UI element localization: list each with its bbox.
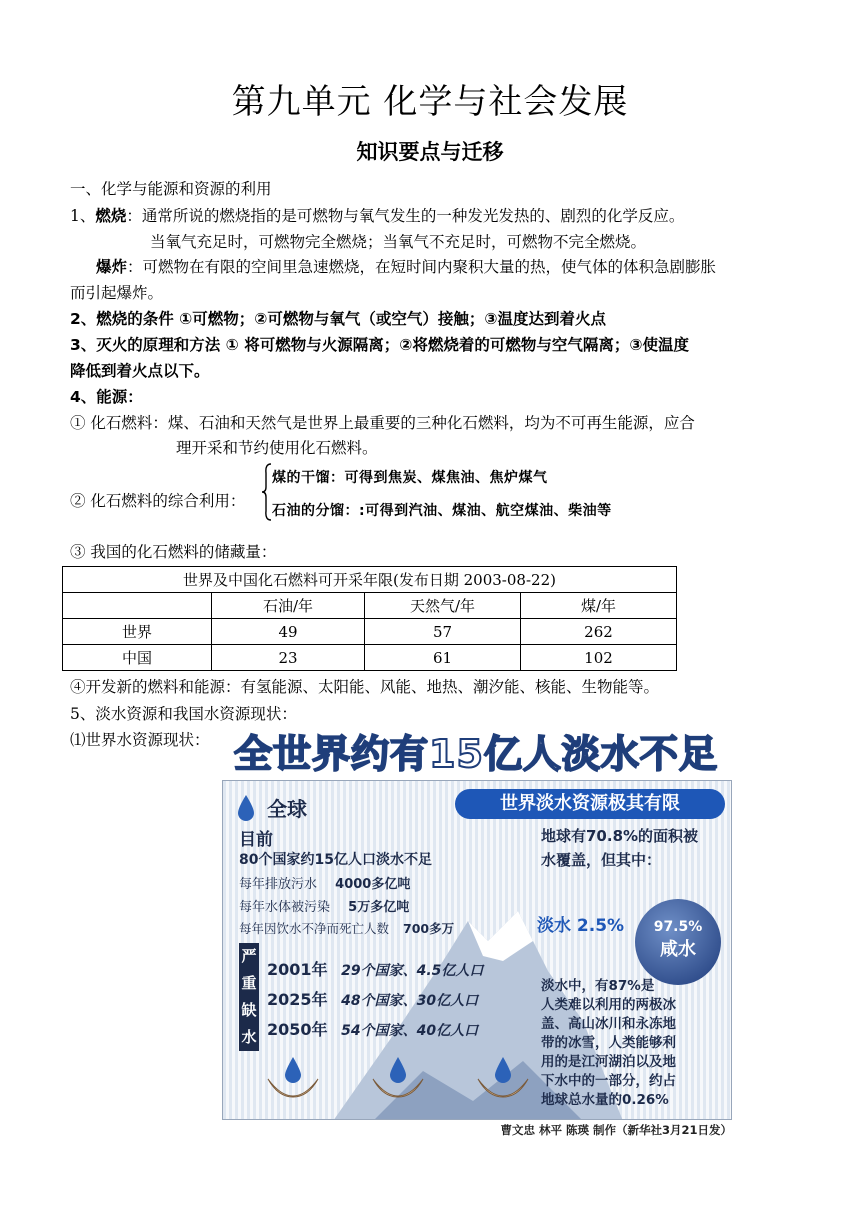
table-cell: 102 xyxy=(521,645,677,671)
table-row xyxy=(63,619,677,645)
fossil-fuel-line2: 理开采和节约使用化石燃料。 xyxy=(176,439,378,457)
year-2001: 2001年 29个国家、4.5亿人口 xyxy=(267,960,484,979)
poster-credit: 曹文忠 林平 陈瑛 制作（新华社3月21日发） xyxy=(500,1123,732,1137)
water-drop-icon xyxy=(235,793,257,823)
world-water-label: ⑴世界水资源现状： xyxy=(70,731,210,749)
item-energy: 4、能源： xyxy=(70,388,143,406)
poster-body xyxy=(222,780,732,1120)
poster-headline: 全世界约有15亿人淡水不足 xyxy=(220,730,732,778)
page-title: 第九单元 化学与社会发展 xyxy=(231,82,629,122)
item-extinguish-line2: 降低到着火点以下。 xyxy=(70,362,210,380)
saltwater-circle xyxy=(635,899,721,985)
fossil-fuel-line1: ① 化石燃料：煤、石油和天然气是世界上最重要的三种化石燃料，均为不可再生能源，应合 xyxy=(70,414,695,432)
section-heading: 一、化学与能源和资源的利用 xyxy=(70,180,272,198)
table-header-row xyxy=(63,593,677,619)
table-header xyxy=(63,593,212,619)
item-combustion: 1、燃烧：通常所说的燃烧指的是可燃物与氧气发生的一种发光发热的、剧烈的化学反应。 xyxy=(70,207,685,225)
year-2050: 2050年 54个国家、40亿人口 xyxy=(267,1020,479,1039)
item-extinguish: 3、灭火的原理和方法 ① 将可燃物与火源隔离；②将燃烧着的可燃物与空气隔离；③使温度 xyxy=(70,336,689,354)
poster-stat3: 每年水体被污染 5万多亿吨 xyxy=(239,900,410,915)
coal-distillation: 煤的干馏：可得到焦炭、煤焦油、焦炉煤气 xyxy=(272,470,548,486)
explosion-line: 爆炸：可燃物在有限的空间里急速燃烧，在短时间内聚积大量的热，使气体的体积急剧膨胀 xyxy=(96,258,717,276)
oil-fractionation: 石油的分馏：:可得到汽油、煤油、航空煤油、柴油等 xyxy=(272,503,612,519)
explosion-line2: 而引起爆炸。 xyxy=(70,284,164,302)
table-cell: 23 xyxy=(212,645,365,671)
fossil-use-label: ② 化石燃料的综合利用： xyxy=(70,492,246,510)
poster-now: 目前 xyxy=(239,830,273,850)
table-header: 煤/年 xyxy=(521,593,677,619)
page-subtitle: 知识要点与迁移 xyxy=(356,140,504,164)
table-cell: 中国 xyxy=(63,645,212,671)
table-row xyxy=(63,645,677,671)
reserves-table xyxy=(62,566,677,671)
table-cell: 262 xyxy=(521,619,677,645)
poster-earth: 地球有70.8%的面积被 xyxy=(541,827,699,845)
combustion-line2: 当氧气充足时，可燃物完全燃烧；当氧气不充足时，可燃物不完全燃烧。 xyxy=(150,233,647,251)
poster-earth2: 水覆盖，但其中： xyxy=(541,851,662,869)
reserves-label: ③ 我国的化石燃料的储藏量： xyxy=(70,543,277,561)
table-caption: 世界及中国化石燃料可开采年限(发布日期 2003-08-22) xyxy=(63,567,677,593)
salt-label: 咸水 xyxy=(660,939,696,960)
poster-stat4: 每年因饮水不净而死亡人数 700多万 xyxy=(239,921,455,936)
hands-icon xyxy=(263,1049,543,1115)
water-heading: 5、淡水资源和我国水资源现状： xyxy=(70,705,297,723)
poster-fresh: 淡水 2.5% xyxy=(537,916,625,936)
brace-icon xyxy=(262,463,272,521)
poster-stat1: 80个国家约15亿人口淡水不足 xyxy=(239,852,432,868)
table-header: 石油/年 xyxy=(212,593,365,619)
new-energy-line: ④开发新的燃料和能源：有氢能源、太阳能、风能、地热、潮汐能、核能、生物能等。 xyxy=(70,678,660,696)
severe-shortage-label: 严 重 缺 水 xyxy=(239,943,259,1051)
poster-badge: 世界淡水资源极其有限 xyxy=(455,789,725,819)
water-poster xyxy=(220,730,732,1148)
table-header: 天然气/年 xyxy=(365,593,521,619)
table-cell: 57 xyxy=(365,619,521,645)
item-combustion-conditions: 2、燃烧的条件 ①可燃物；②可燃物与氧气（或空气）接触；③温度达到着火点 xyxy=(70,310,607,328)
poster-stat2: 每年排放污水 4000多亿吨 xyxy=(239,877,411,892)
table-cell: 世界 xyxy=(63,619,212,645)
poster-global: 全球 xyxy=(267,797,307,821)
poster-note: 淡水中，有87%是 人类难以利用的两极冰 盖、高山冰川和永冻地 带的冰雪，人类能够利 用的是江河湖泊以及地 下水中的一部分，约占 地球总水量的0.26% xyxy=(541,978,676,1108)
year-2025: 2025年 48个国家、30亿人口 xyxy=(267,990,479,1009)
table-cell: 61 xyxy=(365,645,521,671)
table-cell: 49 xyxy=(212,619,365,645)
salt-pct: 97.5% xyxy=(653,919,703,935)
combustion-label: 燃烧 xyxy=(95,207,127,225)
explosion-label: 爆炸 xyxy=(96,258,128,276)
